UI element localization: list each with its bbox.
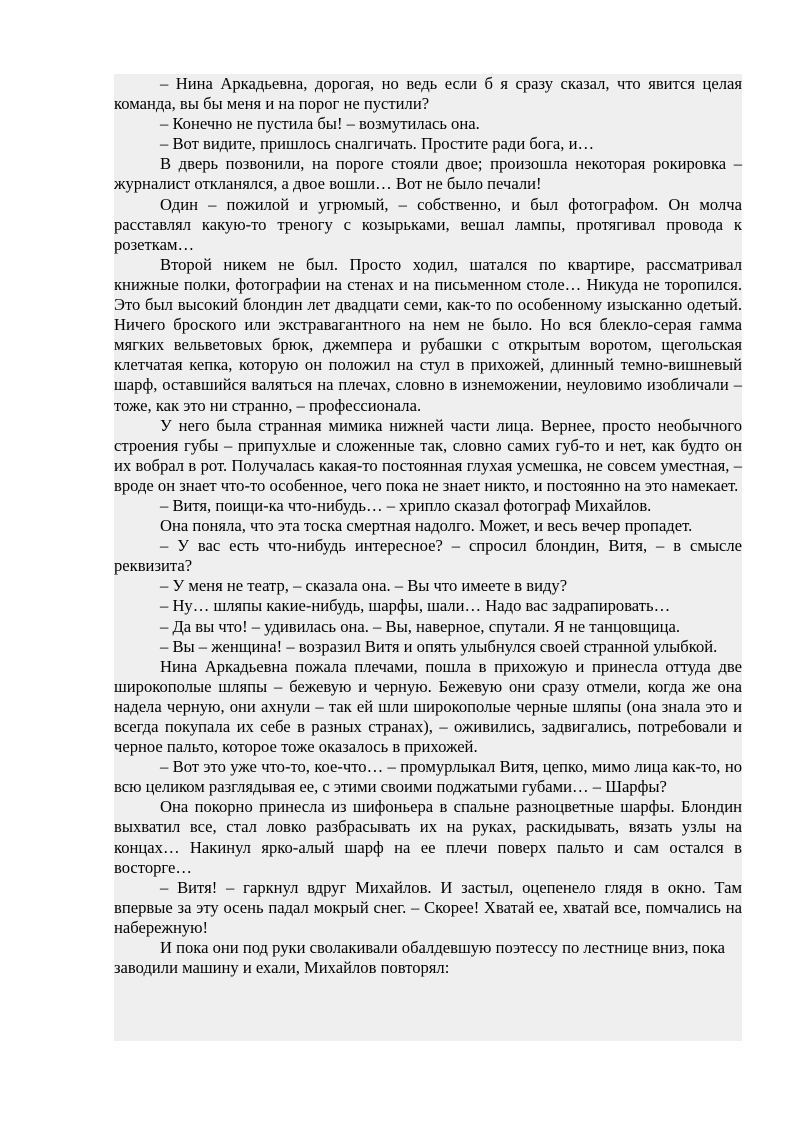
text-block: [114, 74, 742, 1041]
paragraph: – Витя, поищи-ка что-нибудь… – хрипло сказал фотограф Михайлов.: [160, 495, 652, 515]
paragraph: – У меня не театр, – сказала она. – Вы что имеете в виду?: [160, 576, 568, 596]
paragraph: И пока они под руки сволакивали обалдевшую поэтессу по лестнице вниз, пока заводили машину и ехали, Михайлов повторял:: [114, 938, 726, 978]
paragraph: – Нина Аркадьевна, дорогая, но ведь если б я сразу сказал, что явится целая команда, вы бы меня и на порог не пустили?: [114, 74, 742, 114]
paragraph: – У вас есть что-нибудь интересное? – спросил блондин, Витя, – в смысле реквизита?: [114, 536, 742, 576]
paragraph: Один – пожилой и угрюмый, – собственно, и был фотографом. Он молча расставлял какую-то треногу с козырьками, вешал лампы, протягивал провода к розеткам…: [114, 194, 742, 254]
paragraph: – Вы – женщина! – возразил Витя и опять улыбнулся своей странной улыбкой.: [160, 636, 718, 656]
paragraph: Второй никем не был. Просто ходил, шатался по квартире, рассматривал книжные полки, фотографии на стенах и на письменном столе… Никуда не торопился. Это был высокий блондин лет двадцати семи, как-то по особенному изысканно одетый. Ничего броского или экстравагантного на нем не было. Но вся блекло-серая гамма мягких вельветовых брюк, джемпера и рубашки с открытым воротом, щегольская клетчатая кепка, которую он положил на стул в прихожей, длинный темно-вишневый шарф, оставшийся валяться на плечах, словно в изнеможении, неуловимо изобличали – тоже, как это ни странно, – профессионала.: [114, 254, 742, 415]
paragraph: У него была странная мимика нижней части лица. Вернее, просто необычного строения губы – припухлые и сложенные так, словно самих губ-то и нет, как будто он их вобрал в рот. Получалась какая-то постоянная глухая усмешка, не совсем уместная, – вроде он знает что-то особенное, чего пока не знает никто, и постоянно на это намекает.: [114, 415, 742, 495]
paragraph: В дверь позвонили, на пороге стояли двое; произошла некоторая рокировка – журналист откланялся, а двое вошли… Вот не было печали!: [114, 154, 742, 194]
paragraph: – Вот это уже что-то, кое-что… – промурлыкал Витя, цепко, мимо лица как-то, но всю целиком разглядывая ее, с этими своими поджатыми губами… – Шарфы?: [114, 757, 742, 797]
paragraph: – Вот видите, пришлось сналгичать. Простите ради бога, и…: [160, 134, 595, 154]
paragraph: Она поняла, что эта тоска смертная надолго. Может, и весь вечер пропадет.: [160, 516, 693, 536]
paragraph: – Витя! – гаркнул вдруг Михайлов. И застыл, оцепенело глядя в окно. Там впервые за эту осень падал мокрый снег. – Скорее! Хватай ее, хватай все, помчались на набережную!: [114, 877, 742, 937]
paragraph: – Конечно не пустила бы! – возмутилась она.: [160, 114, 480, 134]
paragraph: – Да вы что! – удивилась она. – Вы, наверное, спутали. Я не танцовщица.: [160, 616, 681, 636]
paragraph: Она покорно принесла из шифоньера в спальне разноцветные шарфы. Блондин выхватил все, стал ловко разбрасывать их на руках, раскидывать, вязать узлы на концах… Накинул ярко-алый шарф на ее плечи поверх пальто и сам остался в восторге…: [114, 797, 742, 877]
paragraph: Нина Аркадьевна пожала плечами, пошла в прихожую и принесла оттуда две широкополые шляпы – бежевую и черную. Бежевую они сразу отмели, когда же она надела черную, они ахнули – так ей шли широкополые черные шляпы (она знала это и всегда покупала их себе в разных странах), – оживились, задвигались, потребовали и черное пальто, которое тоже оказалось в прихожей.: [114, 656, 742, 757]
paragraph: – Ну… шляпы какие-нибудь, шарфы, шали… Надо вас задрапировать…: [160, 596, 671, 616]
